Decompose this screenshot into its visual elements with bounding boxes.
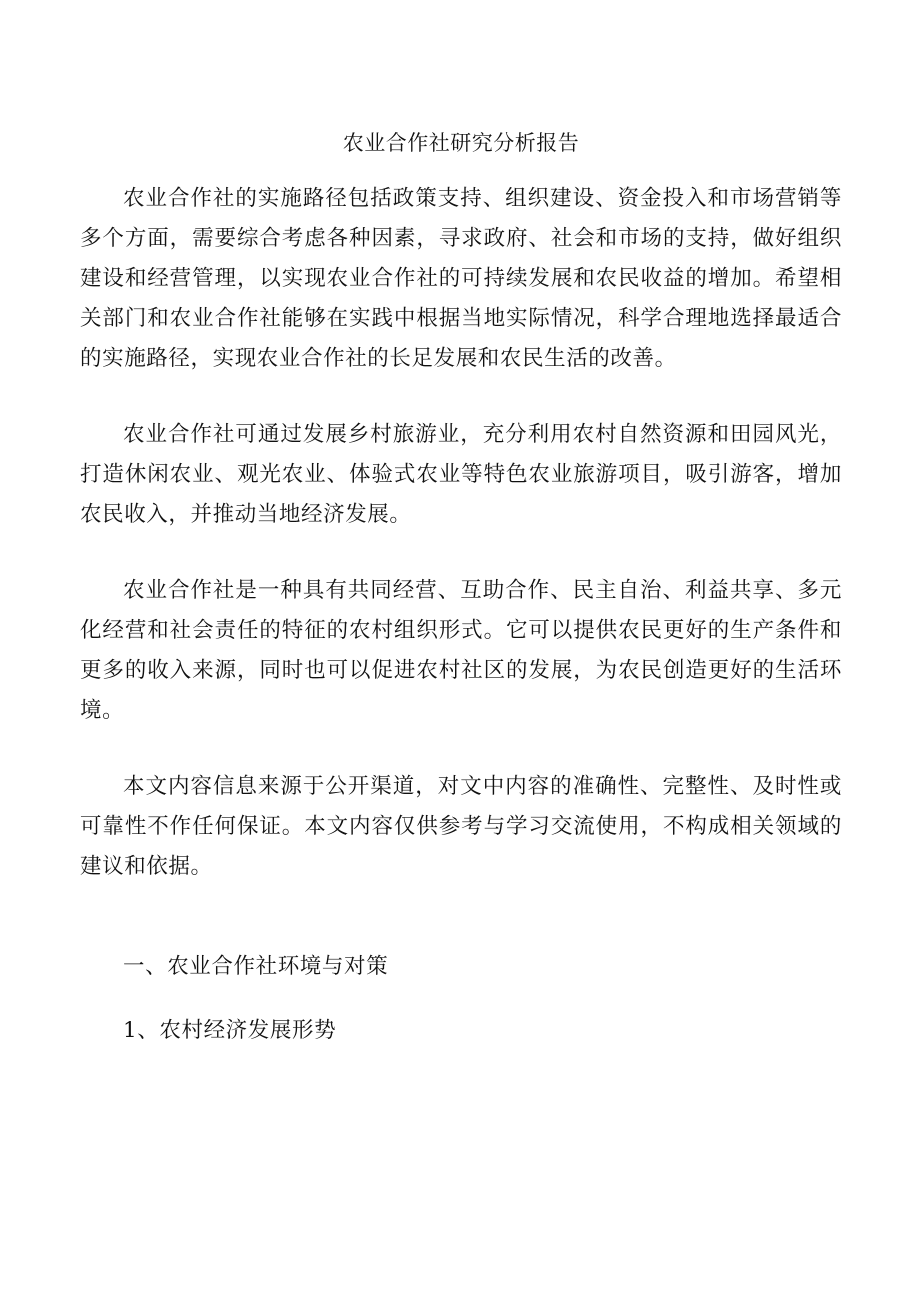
paragraph-rural-tourism: 农业合作社可通过发展乡村旅游业，充分利用农村自然资源和田园风光，打造休闲农业、观光农业、体验式农业等特色农业旅游项目，吸引游客，增加农民收入，并推动当地经济发展。 bbox=[80, 422, 842, 527]
subsection-heading: 1、农村经济发展形势 bbox=[123, 1018, 337, 1043]
paragraph-implementation-path: 农业合作社的实施路径包括政策支持、组织建设、资金投入和市场营销等多个方面，需要综合考虑各种因素，寻求政府、社会和市场的支持，做好组织建设和经营管理，以实现农业合作社的可持续发展和农民收益的增加。希望相关部门和农业合作社能够在实践中根据当地实际情况，科学合理地选择最适合的实施路径，实现农业合作社的长足发展和农民生活的改善。 bbox=[80, 186, 842, 371]
paragraph-cooperative-definition: 农业合作社是一种具有共同经营、互助合作、民主自治、利益共享、多元化经营和社会责任的特征的农村组织形式。它可以提供农民更好的生产条件和更多的收入来源，同时也可以促进农村社区的发展，为农民创造更好的生活环境。 bbox=[80, 578, 842, 723]
section-heading: 一、农业合作社环境与对策 bbox=[123, 954, 389, 979]
paragraph-disclaimer: 本文内容信息来源于公开渠道，对文中内容的准确性、完整性、及时性或可靠性不作任何保证。本文内容仅供参考与学习交流使用，不构成相关领域的建议和依据。 bbox=[80, 774, 842, 879]
document-body bbox=[80, 123, 842, 1051]
document-title: 农业合作社研究分析报告 bbox=[342, 131, 580, 155]
